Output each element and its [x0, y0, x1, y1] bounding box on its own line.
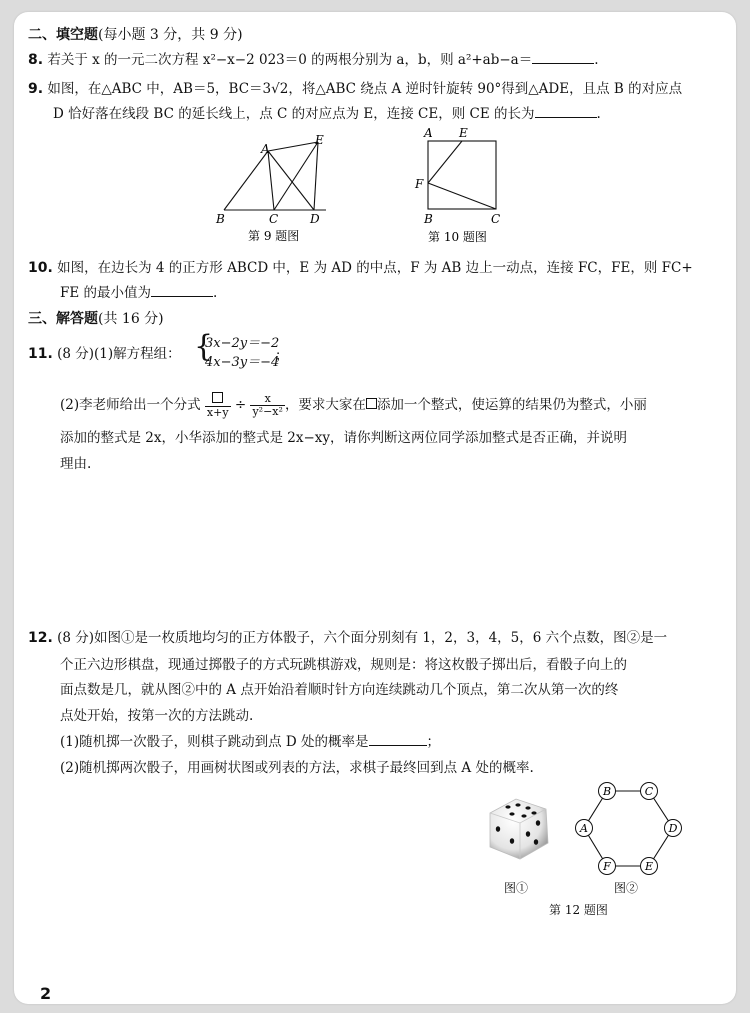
q12-sub1-text: (1)随机掷一次骰子，则棋子跳动到点 D 处的概率是: [60, 734, 369, 750]
hex-label-a: A: [580, 822, 588, 835]
hex-label-e: E: [644, 860, 654, 873]
q9-answer-blank[interactable]: [535, 105, 597, 118]
fig10-label-a: A: [424, 126, 433, 140]
q10-text-line2: FE 的最小值为: [60, 285, 152, 301]
q8-number: 8.: [28, 52, 44, 68]
q12-sub2: (2)随机掷两次骰子，用画树状图或列表的方法，求棋子最终回到点 A 处的概率.: [60, 760, 534, 776]
q11-part2-prefix: (2)李老师给出一个分式: [60, 397, 201, 413]
figure-9-diagram: [210, 133, 340, 243]
q11-fraction-2-numerator: x: [250, 393, 284, 406]
fig10-label-e: E: [459, 126, 468, 140]
q10-end: .: [213, 285, 218, 301]
q11-equation-1: 3x−2y＝−2: [205, 336, 280, 351]
fig10-label-f: F: [415, 177, 424, 191]
q9-end: .: [596, 106, 601, 122]
q12-line4: 点处开始，按第一次的方法跳动.: [60, 708, 254, 724]
q11-fraction-1-denominator: x+y: [206, 406, 229, 419]
q11-part2-suffix: ，要求大家在: [284, 397, 366, 413]
fig10-label-b: B: [424, 212, 433, 226]
question-11-part2-line1: [60, 392, 647, 419]
q12-sub1: [60, 732, 440, 752]
q10-text-line1: 如图，在边长为 4 的正方形 ABCD 中，E 为 AD 的中点，F 为 AB 边上一动点，连接 FC，FE，则 FC+: [57, 260, 693, 276]
hex-label-f: F: [603, 860, 611, 873]
fig9-label-e: E: [315, 133, 324, 147]
question-9-line2: [53, 104, 601, 124]
q12-line3: 面点数是几，就从图②中的 A 点开始沿着顺时针方向连续跳动几个顶点，第二次从第一次的终: [60, 682, 619, 698]
fig12-caption: 第 12 题图: [549, 903, 608, 917]
q11-equation-system: [205, 334, 279, 372]
hex-label-d: D: [668, 822, 678, 835]
fig10-label-c: C: [491, 212, 501, 226]
question-12-line1: [28, 628, 667, 648]
q12-sub1-end: ；: [426, 734, 441, 750]
question-9-line1: [28, 79, 682, 99]
q11-line4: 理由.: [60, 456, 92, 472]
q11-semicolon: ；: [275, 348, 289, 364]
question-10-line2: [60, 283, 217, 303]
q11-number: 11.: [28, 346, 53, 362]
page-number: 2: [40, 984, 52, 1003]
q9-number: 9.: [28, 81, 44, 97]
q11-part2-suffix2: 添加一个整式，使运算的结果仍为整式，小丽: [376, 397, 647, 413]
q11-fraction-blank-box: [212, 392, 223, 403]
q12-text-line1: (8 分)如图①是一枚质地均匀的正方体骰子，六个面分别刻有 1，2，3，4，5，6 六个点数，图②是一: [57, 630, 668, 646]
section-3-title: 三、解答题: [28, 311, 98, 327]
q11-fraction-2-denominator: y²−x²: [252, 405, 283, 418]
fig9-caption: 第 9 题图: [248, 229, 300, 243]
q8-text: 若关于 x 的一元二次方程 x²−x−2 023＝0 的两根分别为 a，b，则 a²+ab−a＝: [47, 52, 533, 68]
hexagon-board: [574, 778, 686, 884]
q12-answer-blank[interactable]: [369, 733, 427, 746]
q11-fraction-1: [205, 392, 231, 419]
q11-equation-2: 4x−3y＝−4: [205, 355, 280, 370]
q9-text-line1: 如图，在△ABC 中，AB＝5，BC＝3√2，将△ABC 绕点 A 逆时针旋转 90°得到△ADE，且点 B 的对应点: [47, 81, 683, 97]
q11-divide-sign: ÷: [234, 397, 247, 413]
q10-answer-blank[interactable]: [151, 284, 213, 297]
fig9-label-b: B: [216, 212, 225, 226]
q8-end: .: [594, 52, 599, 68]
q12-line2: 个正六边形棋盘，现通过掷骰子的方式玩跳棋游戏，规则是：将这枚骰子掷出后，看骰子向上的: [60, 657, 627, 673]
section-3-header: [28, 308, 164, 328]
q11-system-brace: {: [194, 329, 214, 364]
q8-answer-blank[interactable]: [532, 51, 594, 64]
q11-inline-box: [366, 398, 377, 409]
q11-line3: 添加的整式是 2x，小华添加的整式是 2x−xy，请你判断这两位同学添加整式是否正确，并说明: [60, 430, 628, 446]
fig9-label-a: A: [261, 142, 270, 156]
q10-number: 10.: [28, 260, 53, 276]
section-2-note: (每小题 3 分，共 9 分): [98, 27, 243, 43]
question-11-part1: [28, 344, 181, 364]
question-8: [28, 50, 599, 70]
fig9-label-c: C: [269, 212, 279, 226]
question-10-line1: [28, 258, 693, 278]
dice-image: [482, 793, 554, 865]
fig9-label-d: D: [310, 212, 320, 226]
q9-text-line2: D 恰好落在线段 BC 的延长线上，点 C 的对应点为 E，连接 CE，则 CE 的长为: [53, 106, 535, 122]
hex-label-c: C: [644, 785, 654, 798]
fig12-caption-1: 图①: [504, 881, 529, 895]
figure-10-diagram: [410, 125, 520, 245]
section-3-note: (共 16 分): [98, 311, 164, 327]
q11-part1-text: (8 分)(1)解方程组：: [57, 346, 181, 362]
fig10-caption: 第 10 题图: [428, 230, 487, 244]
q12-number: 12.: [28, 630, 53, 646]
q11-fraction-2: [250, 393, 284, 418]
hex-label-b: B: [602, 785, 612, 798]
section-2-header: [28, 24, 243, 44]
section-2-title: 二、填空题: [28, 27, 98, 43]
fig12-caption-2: 图②: [614, 881, 639, 895]
